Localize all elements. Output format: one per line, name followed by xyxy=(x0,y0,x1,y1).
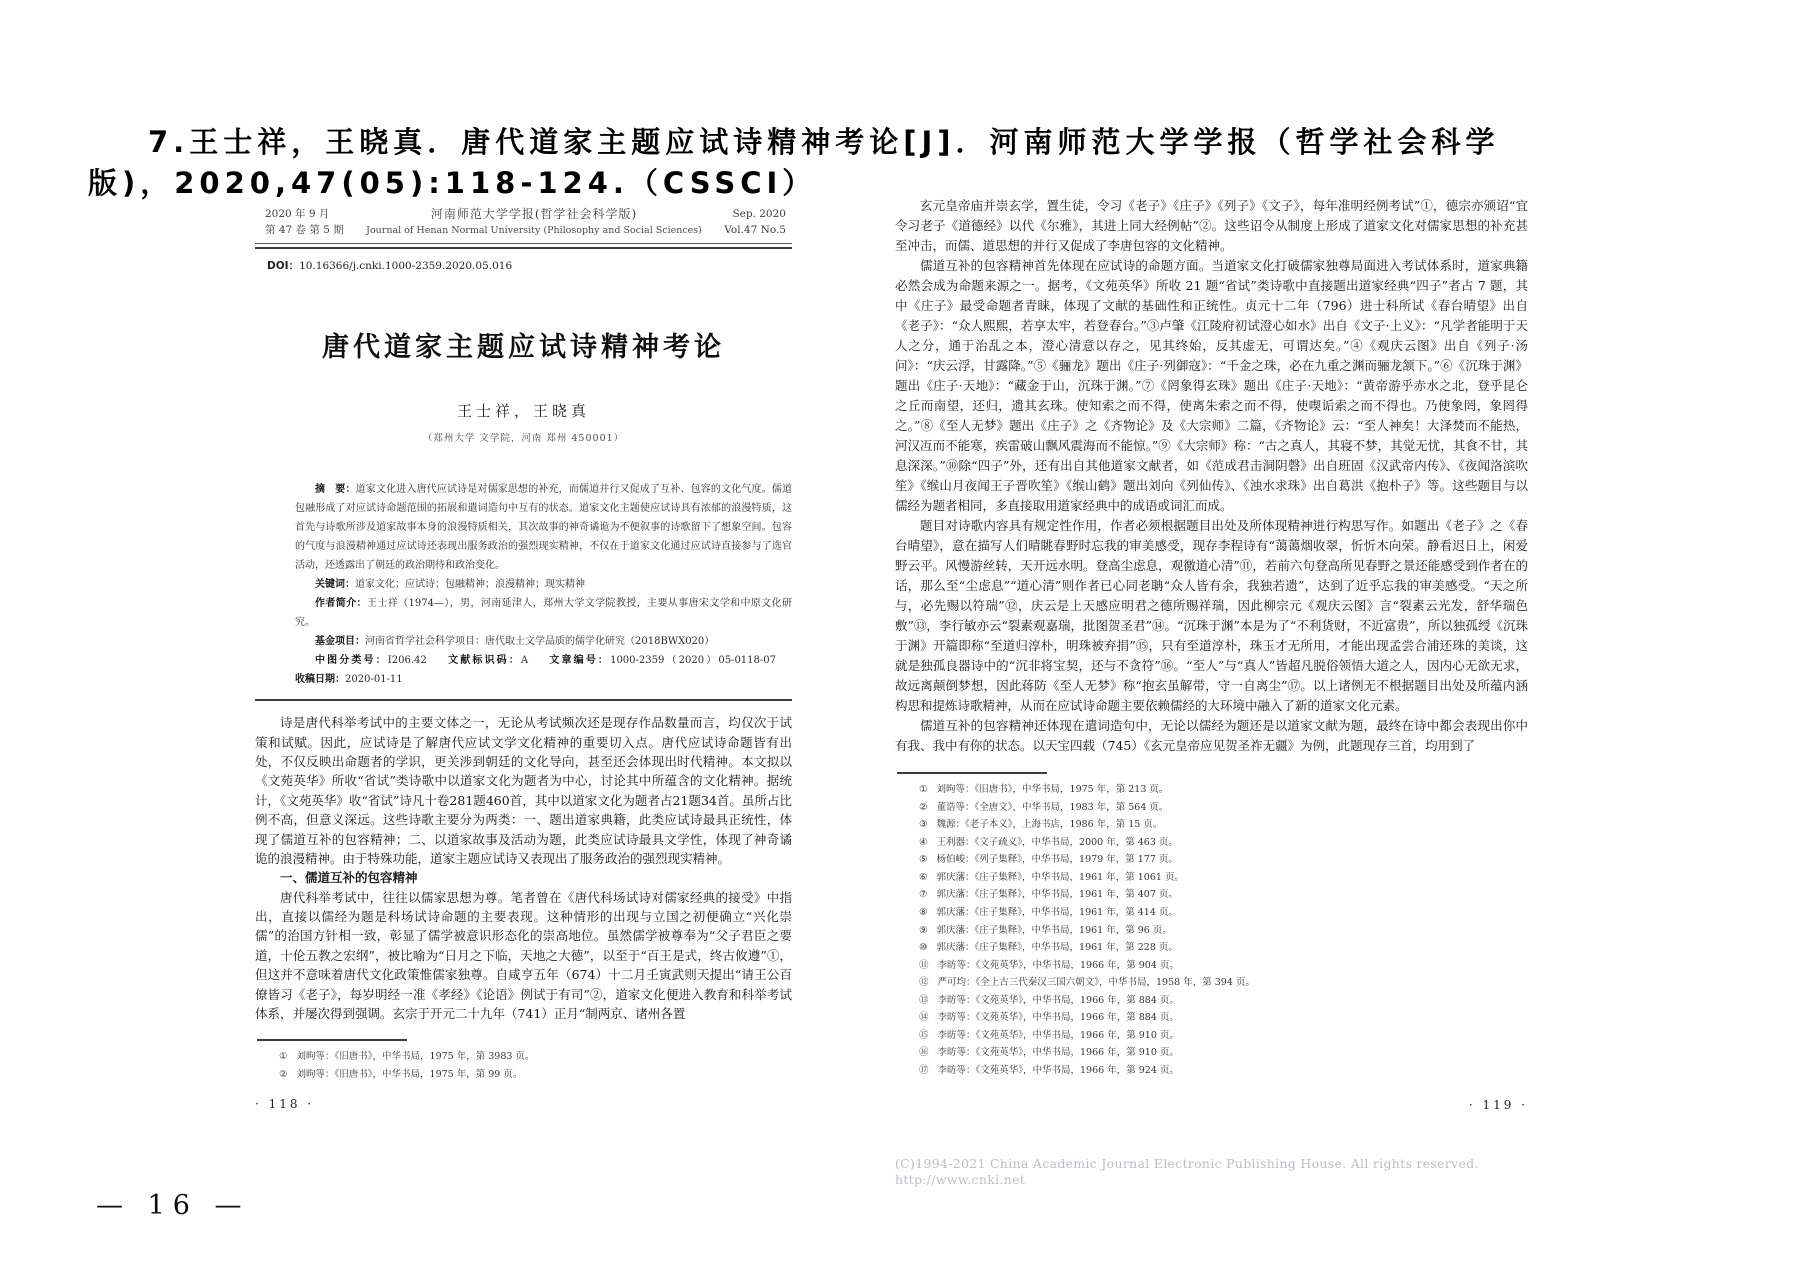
footnote-text: 郭庆藩：《庄子集释》，中华书局，1961 年，第 1061 页。 xyxy=(936,871,1184,883)
paragraph: 玄元皇帝庙并崇玄学，置生徒，令习《老子》《庄子》《列子》《文子》，每年准明经例考试”①，德宗亦颁诏“宜令习老子《道德经》以代《尔雅》，其进上同大经例帖”②。这些诏令从制度上形成了道家文化对儒家思想的补充甚至冲击，而儒、道思想的并行又促成了李唐包容的文化精神。 xyxy=(895,198,1528,253)
footnote-text: 刘昫等：《旧唐书》，中华书局，1975 年，第 3983 页。 xyxy=(296,1051,535,1063)
article-meta xyxy=(295,480,792,689)
footnote-item xyxy=(919,992,1528,1010)
author-affiliation: （郑州大学 文学院，河南 郑州 450001） xyxy=(422,433,625,445)
footnote-text: 郭庆藩：《庄子集释》，中华书局，1961 年，第 228 页。 xyxy=(936,942,1178,954)
footnote-text: 魏源：《老子本义》，上海书店，1986 年，第 15 页。 xyxy=(936,819,1163,831)
footnote-marker: ① xyxy=(919,784,928,795)
fund-project xyxy=(295,632,792,651)
footnote-marker: ⑤ xyxy=(919,854,928,866)
journal-page-number-119: · 119 · xyxy=(1468,1097,1528,1112)
cnki-copyright-line: (C)1994-2021 China Academic Journal Electronic Publishing House. All rights reserved. http://www.cnki.net xyxy=(895,1155,1496,1187)
footnote-item xyxy=(919,939,1528,957)
footnote-block-right xyxy=(895,772,1528,1080)
journal-page-119 xyxy=(895,196,1528,1187)
classification-row xyxy=(295,651,792,689)
footnote-item xyxy=(919,974,1528,992)
reference-citation: 7.王士祥，王晓真．唐代道家主题应试诗精神考论[J]．河南师范大学学报（哲学社会科学版)，2020,47(05):118-124.（CSSCI） xyxy=(88,125,1500,201)
footnote-item xyxy=(919,1027,1528,1045)
footnote-marker: ⑬ xyxy=(919,994,929,1006)
footnote-text: 郭庆藩：《庄子集释》，中华书局，1961 年，第 414 页。 xyxy=(936,906,1178,918)
footnote-item xyxy=(919,1044,1528,1062)
abstract xyxy=(295,480,792,575)
meta-divider xyxy=(255,699,792,701)
footnote-text: 刘昫等：《旧唐书》，中华书局，1975 年，第 213 页。 xyxy=(936,784,1169,795)
footnote-item xyxy=(279,1048,792,1066)
footnote-text: 李昉等：《文苑英华》，中华书局，1966 年，第 924 页。 xyxy=(937,1065,1179,1076)
journal-title-en: Journal of Henan Normal University (Philosophy and Social Sciences) xyxy=(366,224,702,236)
footnote-list xyxy=(895,781,1528,1080)
footnote-item xyxy=(919,869,1528,887)
doi-line xyxy=(267,258,792,273)
journal-page-number-118: · 118 · xyxy=(255,1097,315,1112)
footnote-text: 郭庆藩：《庄子集释》，中华书局，1961 年，第 96 页。 xyxy=(936,924,1172,936)
issue-volume-en: Vol.47 No.5 xyxy=(724,224,786,237)
footnote-marker: ⑯ xyxy=(919,1047,929,1059)
footnote-divider xyxy=(257,1039,407,1041)
journal-title-block xyxy=(366,205,702,238)
journal-header-issue-cn xyxy=(265,206,344,239)
paragraph: 题目对诗歌内容具有规定性作用，作者必须根据题目出处及所体现精神进行构思写作。如题出《老子》之《春台晴望》，意在描写人们晴眺春野时忘我的审美感受，现存李程诗有“蔼蔼烟收翠，忻忻木向荣。静看迟日上，闲爱野云平。风慢游丝转，天开远水明。登高尘虑息，观徼道心清”⑪，若前六句登高所见春野之景还能感受到作者在的话，那么至“尘虑息”“道心清”则作者已心同老聃“众人皆有余，我独若遗”，达到了近乎忘我的审美感受。“天之所与，必先赐以符瑞”⑫，庆云是上天感应明君之德所赐祥瑞，因此柳宗元《观庆云图》言“裂素云光发，舒华瑞色敷”⑬，李行敏亦云“裂素观嘉瑞，批图贺圣君”⑭。“沉珠于渊”本是为了“不利货财，不近富贵”，所以独孤绶《沉珠于渊》开篇即称“至道归淳朴，明珠被弃捐”⑮，只有至道淳朴，珠玉才无所用，才能出现孟尝合浦还珠的美谈，这就是独孤良器诗中的“沉非将宝契，还与不贪符”⑯。“至人”与“真人”皆超凡脱俗领悟大道之人，因内心无欲无求，故远离颠倒梦想，因此蒋防《至人无梦》称“抱玄虽解带，守一自离尘”⑰。以上诸例无不根据题目出处及所蕴内涵构思和提炼诗歌精神，从而在应试诗命题主要依赖儒经的大环境中融入了新的道家文化元素。 xyxy=(895,518,1528,713)
issue-date-cn: 2020 年 9 月 xyxy=(265,207,330,220)
footnote-marker: ⑪ xyxy=(919,959,929,971)
paragraph: 唐代科举考试中，往往以儒家思想为尊。笔者曾在《唐代科场试诗对儒家经典的接受》中指出，直接以儒经为题是科场试诗命题的主要表现。这种情形的出现与立国之初便确立“兴化崇儒”的治国方针相一致，彰显了儒学被意识形态化的崇高地位。虽然儒学被尊奉为“父子君臣之要道，十伦五教之宏纲”，被比喻为“日月之下临，天地之大德”，以至于“百王是式，终古攸遵”①，但这并不意味着唐代文化政策惟儒家独尊。自咸亨五年（674）十二月壬寅武则天提出“请王公百僚皆习《老子》，每岁明经一准《孝经》《论语》例试于有司”②，道家文化便进入教育和科举考试体系，并屡次得到强调。玄宗于开元二十九年（741）正月“制两京、诸州各置 xyxy=(255,889,792,1021)
footnote-item xyxy=(919,781,1528,799)
footnote-text: 刘昫等：《旧唐书》，中华书局，1975 年，第 99 页。 xyxy=(296,1068,523,1080)
abstract-text: 道家文化进入唐代应试诗是对儒家思想的补充，而儒道并行又促成了互补、包容的文化气度。儒道包融形成了对应试诗命题范围的拓展和遣词造句中互有的状态。道家文化主题使应试诗具有浓郁的浪漫特质，这首先与诗歌所涉及道家故事本身的浪漫特质相关，其次故事的神奇谲诡为不便叙事的诗歌留下了想象空间。包容的气度与浪漫精神通过应试诗还表现出服务政治的强烈现实精神，不仅在于道家文化通过应试诗直接参与了选官活动，还透露出了朝廷的政治期待和政治变化。 xyxy=(295,484,793,572)
footnote-text: 严可均：《全上古三代秦汉三国六朝文》，中华书局，1958 年，第 394 页。 xyxy=(937,977,1255,989)
footnote-marker: ⑧ xyxy=(919,906,928,918)
footnote-text: 李昉等：《文苑英华》，中华书局，1966 年，第 910 页。 xyxy=(937,1029,1179,1041)
article-title: 唐代道家主题应试诗精神考论 xyxy=(322,332,725,364)
paragraph: 诗是唐代科举考试中的主要文体之一，无论从考试频次还是现存作品数量而言，均仅次于试策和试赋。因此，应试诗是了解唐代应试文学文化精神的重要切入点。唐代应试诗命题皆有出处，不仅反映出命题者的学识，更关涉到朝廷的文化导向，甚至还会体现出时代精神。本文拟以《文苑英华》所收“省试”类诗歌中以道家文化为题者为中心，讨论其中所蕴含的文化精神。据统计，《文苑英华》收“省试”诗凡十卷281题460首，其中以道家文化为题者占21题34首。虽所占比例不高，但意义深远。这些诗歌主要分为两类：一、题出道家典籍，此类应试诗最具正统性，体现了儒道互补的包容精神；二、以道家故事及活动为题，此类应试诗最具文学性，体现了神奇谲诡的浪漫精神。由于特殊功能，道家主题应试诗又表现出了服务政治的强烈现实精神。 xyxy=(255,715,792,866)
footnote-text: 杨伯峻：《列子集释》，中华书局，1979 年，第 177 页。 xyxy=(936,854,1178,866)
doi-label: DOI： xyxy=(267,260,300,273)
author-bio-label: 作者简介： xyxy=(315,598,367,610)
footnote-item xyxy=(919,1062,1528,1080)
footnote-item xyxy=(919,1009,1528,1027)
issue-volume-cn: 第 47 卷 第 5 期 xyxy=(265,224,344,237)
doi-value: 10.16366/j.cnki.1000-2359.2020.05.016 xyxy=(299,260,513,273)
paragraph: 儒道互补的包容精神还体现在遣词造句中，无论以儒经为题还是以道家文献为题，最终在诗中都会表现出你中有我、我中有你的状态。以天宝四载（745）《玄元皇帝应见贺圣祚无疆》为例，此题现存三首，均用到了 xyxy=(895,718,1528,753)
footnote-marker: ⑭ xyxy=(919,1012,929,1024)
section-heading: 一、儒道互补的包容精神 xyxy=(280,870,418,886)
article-authors: 王士祥，王晓真 xyxy=(456,402,590,421)
footnote-list xyxy=(255,1048,792,1083)
journal-header xyxy=(255,205,792,243)
keywords-label: 关键词： xyxy=(315,579,355,591)
footnote-block-left xyxy=(255,1039,792,1083)
footnote-item xyxy=(919,851,1528,869)
footnote-marker: ⑨ xyxy=(919,924,928,936)
footnote-marker: ⑥ xyxy=(919,871,928,883)
footnote-text: 李昉等：《文苑英华》，中华书局，1966 年，第 904 页。 xyxy=(937,959,1179,971)
fund-text: 河南省哲学社会科学项目：唐代取士文学品质的儒学化研究（2018BWX020） xyxy=(365,636,715,648)
footnote-marker: ② xyxy=(279,1068,288,1080)
journal-page-118 xyxy=(255,205,792,1111)
footnote-text: 郭庆藩：《庄子集释》，中华书局，1961 年，第 407 页。 xyxy=(936,889,1178,901)
footnote-marker: ⑮ xyxy=(919,1029,929,1041)
fund-label: 基金项目： xyxy=(315,636,365,648)
footnote-item xyxy=(919,799,1528,817)
footnote-item xyxy=(919,816,1528,834)
footnote-marker: ① xyxy=(279,1051,288,1063)
keywords xyxy=(295,575,792,594)
footnote-text: 李昉等：《文苑英华》，中华书局，1966 年，第 910 页。 xyxy=(937,1047,1179,1059)
author-bio xyxy=(295,594,792,632)
footnote-marker: ⑰ xyxy=(919,1065,929,1076)
footnote-item xyxy=(919,904,1528,922)
footnote-marker: ④ xyxy=(919,836,928,848)
footnote-marker: ② xyxy=(919,801,928,813)
footnote-text: 李昉等：《文苑英华》，中华书局，1966 年，第 884 页。 xyxy=(937,994,1179,1006)
document-code: 文献标识码：A xyxy=(448,655,529,667)
document-page-number: — 16 — xyxy=(96,1190,250,1221)
footnote-text: 董诰等：《全唐文》，中华书局，1983 年，第 564 页。 xyxy=(936,801,1169,813)
footnote-text: 李昉等：《文苑英华》，中华书局，1966 年，第 884 页。 xyxy=(937,1012,1179,1024)
footnote-marker: ⑫ xyxy=(919,977,929,989)
footnote-text: 王利器：《文子疏义》，中华书局，2000 年，第 463 页。 xyxy=(936,836,1178,848)
author-bio-text: 王士祥（1974—），男，河南延津人，郑州大学文学院教授，主要从事唐宋文学和中原文化研究。 xyxy=(295,598,793,629)
footnote-divider xyxy=(897,772,1047,774)
journal-header-issue-en xyxy=(724,206,786,239)
article-id: 文章编号：1000-2359（2020）05-0118-07 xyxy=(549,655,776,667)
clc-number: 中图分类号：I206.42 xyxy=(315,655,427,667)
footnote-item xyxy=(919,922,1528,940)
footnote-item xyxy=(919,886,1528,904)
keywords-text: 道家文化；应试诗；包融精神；浪漫精神；现实精神 xyxy=(355,579,585,591)
footnote-item xyxy=(919,957,1528,975)
footnote-item xyxy=(919,834,1528,852)
footnote-marker: ⑦ xyxy=(919,889,928,901)
body-text-left xyxy=(255,713,792,1023)
header-divider xyxy=(255,243,792,249)
abstract-label: 摘 要： xyxy=(315,484,356,496)
issue-date-en: Sep. 2020 xyxy=(732,207,786,220)
received-date: 收稿日期：2020-01-11 xyxy=(295,674,403,686)
footnote-marker: ③ xyxy=(919,819,928,831)
body-text-right xyxy=(895,196,1528,756)
journal-title-cn: 河南师范大学学报(哲学社会科学版) xyxy=(430,207,638,221)
footnote-marker: ⑩ xyxy=(919,942,928,954)
paragraph: 儒道互补的包容精神首先体现在应试诗的命题方面。当道家文化打破儒家独尊局面进入考试体系时，道家典籍必然会成为命题来源之一。据考，《文苑英华》所收 21 题“省试”类诗歌中直接题出道家经典“四子”者占 7 题，其中《庄子》最受命题者青睐，体现了文献的基础性和正统性。贞元十二年（796）进士科所试《春台晴望》出自《老子》：“众人熙熙，若享太牢，若登春台。”③卢肇《江陵府初试澄心如水》出自《文子·上义》：“凡学者能明于天人之分，通于治乱之本，澄心清意以存之，见其终始，反其虚无，可谓达矣。”④《观庆云图》出自《列子·汤问》：“庆云浮，甘露降。”⑤《骊龙》题出《庄子·列御寇》：“千金之珠，必在九重之渊而骊龙颔下。”⑥《沉珠于渊》题出《庄子·天地》：“藏金于山，沉珠于渊。”⑦《罔象得玄珠》题出《庄子·天地》：“黄帝游乎赤水之北，登乎昆仑之丘而南望，还归，遗其玄珠。使知索之而不得，使离朱索之而不得，使喫诟索之而不得也。乃使象罔，象罔得之。”⑧《至人无梦》题出《庄子》之《齐物论》及《大宗师》二篇，《齐物论》云：“至人神矣！大泽焚而不能热，河汉冱而不能寒，疾雷破山飘风震海而不能惊。”⑨《大宗师》称：“古之真人，其寝不梦，其觉无忧，其食不甘，其息深深。”⑩除“四子”外，还有出自其他道家文献者，如《范成君击洞阴磬》出自班固《汉武帝内传》、《夜闻洛滨吹笙》《缑山月夜闻王子晋吹笙》《缑山鹤》题出刘向《列仙传》、《浊水求珠》出自葛洪《抱朴子》等。这些题目与以儒经为题者相同，多直接取用道家经典中的成语或词汇而成。 xyxy=(895,258,1528,513)
footnote-item xyxy=(279,1066,792,1084)
